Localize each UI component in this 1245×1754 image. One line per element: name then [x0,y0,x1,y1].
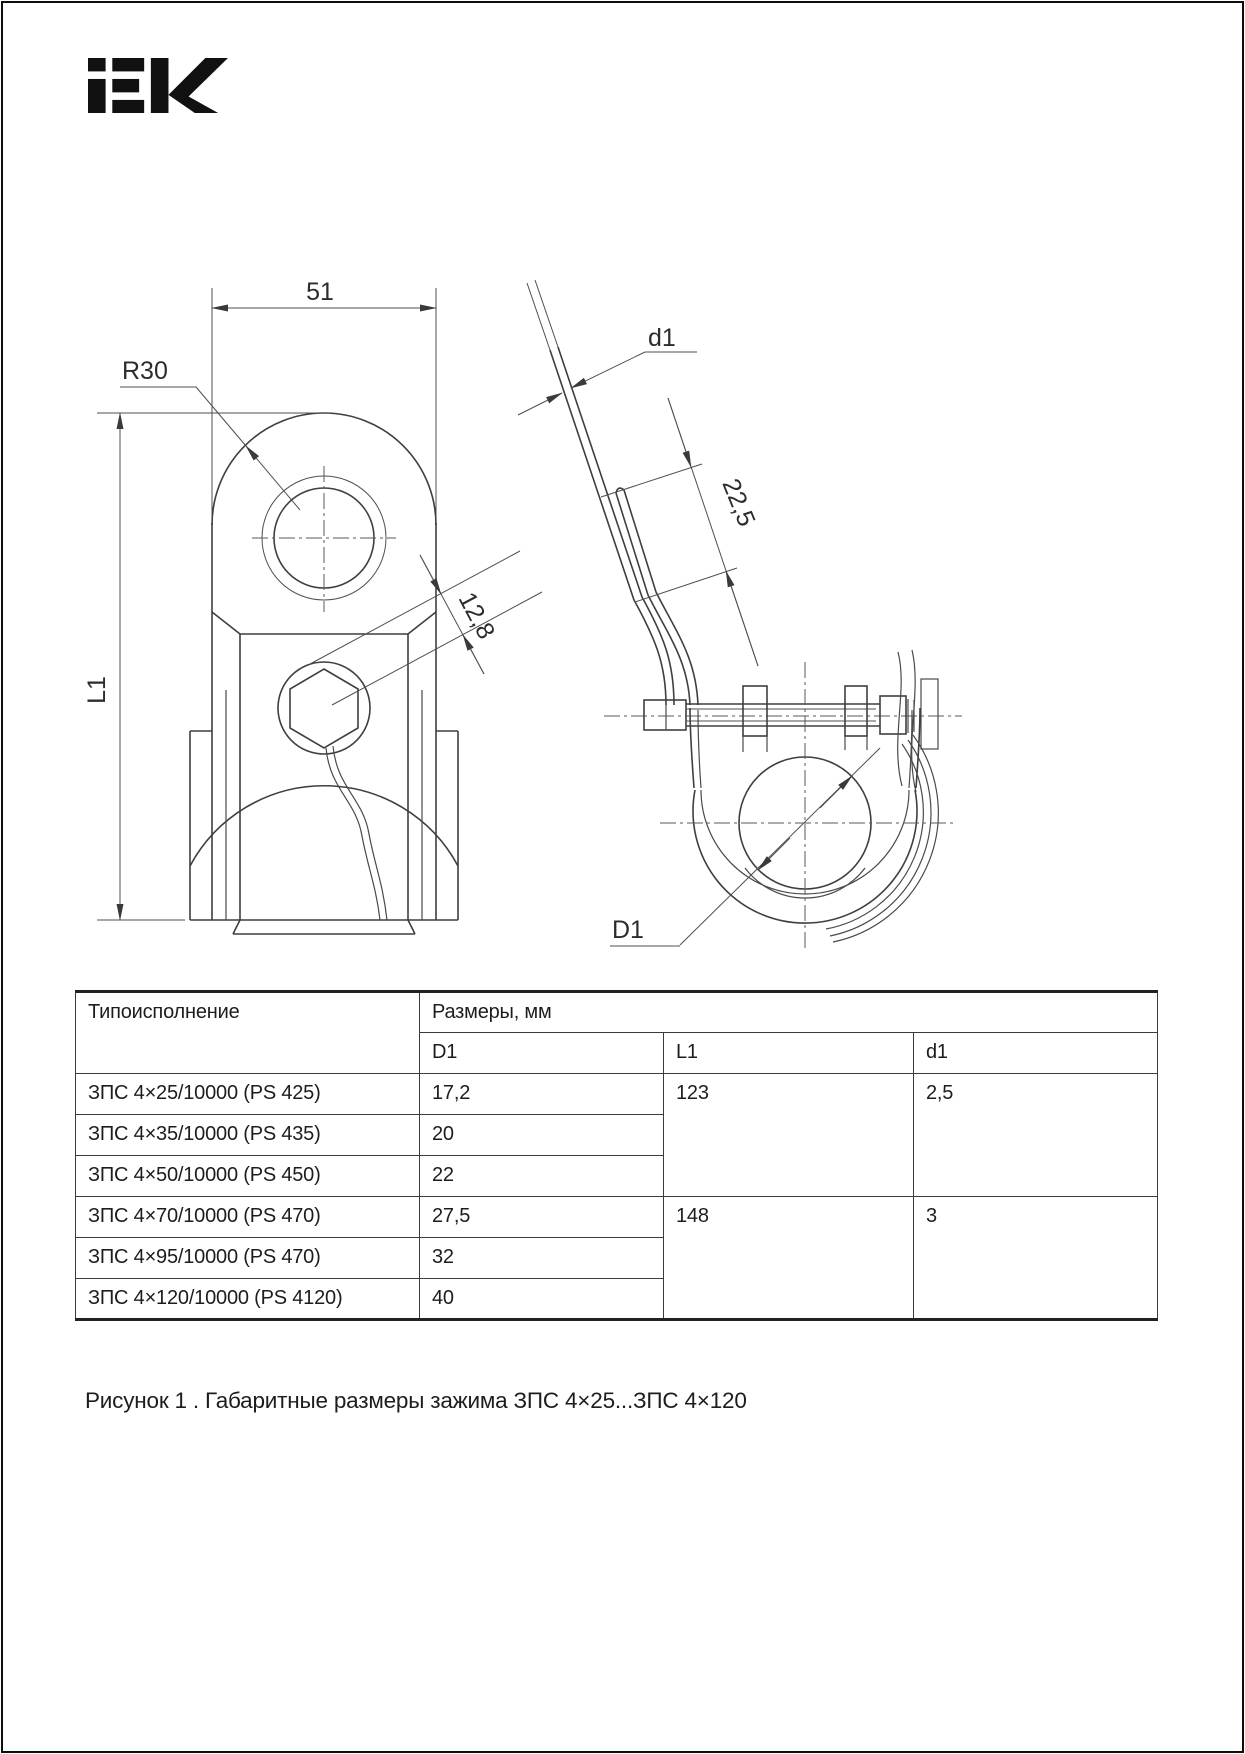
L1-cell: 123 [664,1074,914,1197]
type-cell: ЗПС 4×25/10000 (PS 425) [76,1074,420,1115]
D1-cell: 32 [420,1238,664,1279]
type-cell: ЗПС 4×50/10000 (PS 450) [76,1156,420,1197]
side-thickness-dim-label: d1 [648,324,676,352]
D1-cell: 40 [420,1279,664,1320]
front-radius-dim-label: R30 [122,357,168,385]
type-cell: ЗПС 4×95/10000 (PS 470) [76,1238,420,1279]
side-view [518,280,962,950]
col-header-d1: d1 [914,1033,1158,1074]
D1-cell: 17,2 [420,1074,664,1115]
table-row [76,1197,1158,1238]
d1-cell: 2,5 [914,1074,1158,1197]
front-height-dim-label: L1 [83,676,111,704]
front-view [83,278,542,934]
col-header-D1: D1 [420,1033,664,1074]
side-diameter-dim-label: D1 [612,916,644,944]
table-row [76,1074,1158,1115]
D1-cell: 27,5 [420,1197,664,1238]
front-width-dim-label: 51 [306,278,334,306]
type-cell: ЗПС 4×70/10000 (PS 470) [76,1197,420,1238]
col-header-L1: L1 [664,1033,914,1074]
side-tail-dim-label: 22,5 [716,474,761,531]
dimensions-table [75,990,1158,1321]
D1-cell: 22 [420,1156,664,1197]
type-cell: ЗПС 4×120/10000 (PS 4120) [76,1279,420,1320]
L1-cell: 148 [664,1197,914,1320]
type-cell: ЗПС 4×35/10000 (PS 435) [76,1115,420,1156]
sizes-header: Размеры, мм [420,992,1158,1033]
front-step-dim-label: 12,8 [452,587,501,644]
D1-cell: 20 [420,1115,664,1156]
type-column-header: Типоисполнение [76,992,420,1074]
figure-caption: Рисунок 1 . Габаритные размеры зажима ЗПС 4×25...ЗПС 4×120 [85,1388,747,1413]
d1-cell: 3 [914,1197,1158,1320]
